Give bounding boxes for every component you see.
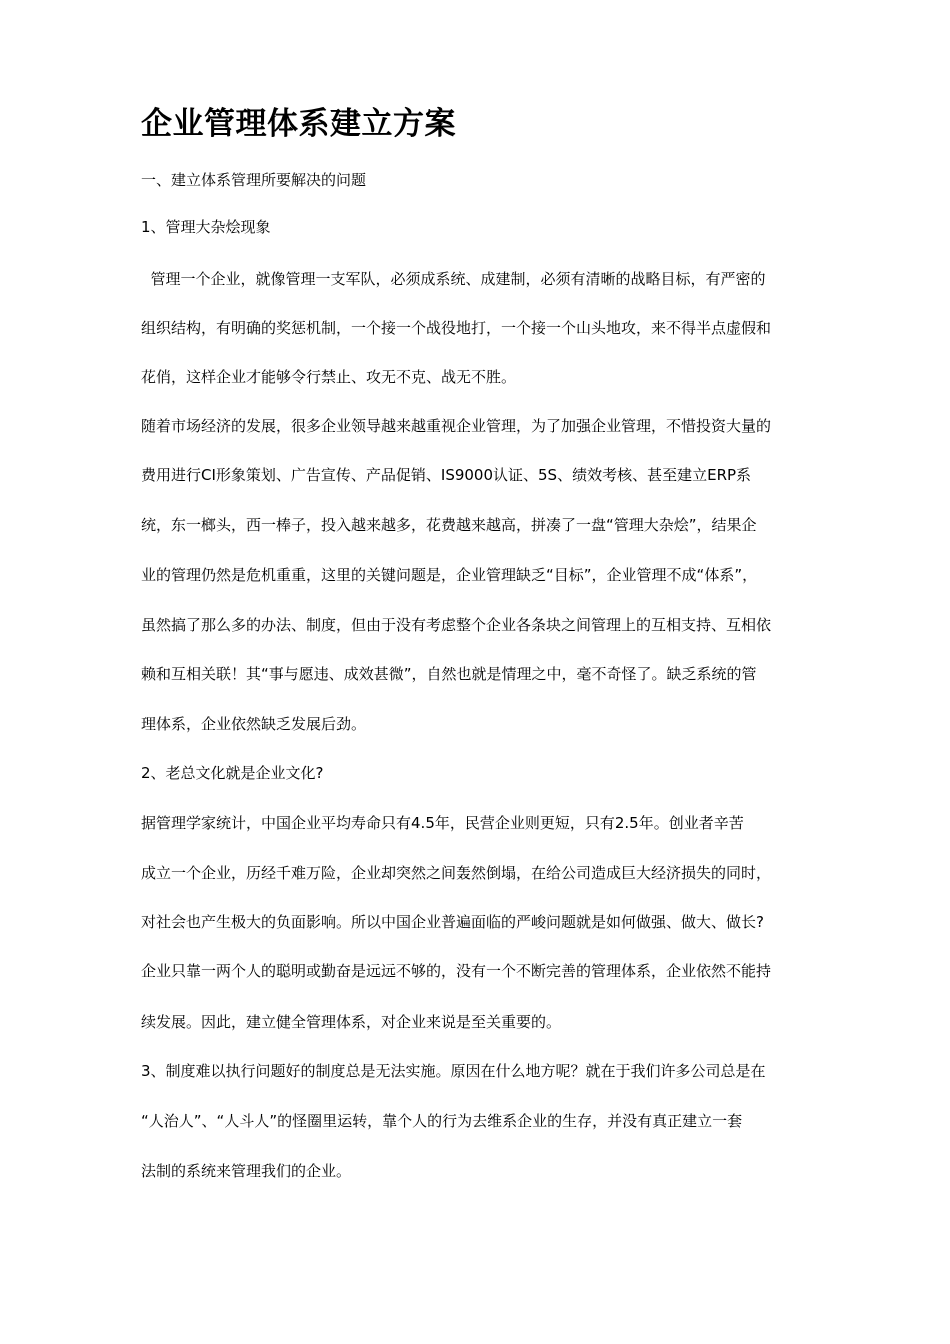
paragraph-line: 统，东一榔头，西一棒子，投入越来越多，花费越来越高，拼凑了一盘“管理大杂烩”，结果企 [141, 516, 757, 534]
paragraph-line: 业的管理仍然是危机重重，这里的关键问题是，企业管理缺乏“目标”，企业管理不成“体系”， [141, 566, 758, 584]
paragraph-line: 管理一个企业，就像管理一支军队，必须成系统、成建制，必须有清晰的战略目标，有严密的 [141, 270, 766, 288]
paragraph-line: 费用进行CI形象策划、广告宣传、产品促销、IS9000认证、5S、绩效考核、甚至建立ERP系 [141, 466, 752, 484]
paragraph-line: 随着市场经济的发展，很多企业领导越来越重视企业管理，为了加强企业管理，不惜投资大量的 [141, 417, 772, 435]
paragraph-line: 理体系，企业依然缺乏发展后劲。 [141, 715, 367, 733]
paragraph-line: 法制的系统来管理我们的企业。 [141, 1162, 352, 1180]
subheading-1: 1、管理大杂烩现象 [141, 218, 271, 236]
section-heading-1: 一、建立体系管理所要解决的问题 [141, 171, 367, 189]
paragraph-line: 成立一个企业，历经千难万险，企业却突然之间轰然倒塌，在给公司造成巨大经济损失的同时， [141, 864, 772, 882]
paragraph-line: 企业只靠一两个人的聪明或勤奋是远远不够的，没有一个不断完善的管理体系，企业依然不能持 [141, 962, 772, 980]
paragraph-line: 续发展。因此，建立健全管理体系，对企业来说是至关重要的。 [141, 1013, 562, 1031]
paragraph-line: 赖和互相关联！其“事与愿违、成效甚微”，自然也就是情理之中，毫不奇怪了。缺乏系统的管 [141, 665, 757, 683]
paragraph-line: 据管理学家统计，中国企业平均寿命只有4.5年，民营企业则更短，只有2.5年。创业者辛苦 [141, 814, 744, 832]
paragraph-line: “人治人”、“人斗人”的怪圈里运转，靠个人的行为去维系企业的生存，并没有真正建立一套 [141, 1112, 743, 1130]
subheading-2: 2、老总文化就是企业文化? [141, 764, 324, 782]
paragraph-line: 对社会也产生极大的负面影响。所以中国企业普遍面临的严峻问题就是如何做强、做大、做长? [141, 913, 764, 931]
paragraph-line: 花俏，这样企业才能够令行禁止、攻无不克、战无不胜。 [141, 368, 517, 386]
subheading-3: 3、制度难以执行问题好的制度总是无法实施。原因在什么地方呢？就在于我们许多公司总是在 [141, 1062, 766, 1080]
document-title: 企业管理体系建立方案 [141, 106, 456, 142]
paragraph-line: 组织结构，有明确的奖惩机制，一个接一个战役地打，一个接一个山头地攻，来不得半点虚假和 [141, 319, 772, 337]
paragraph-line: 虽然搞了那么多的办法、制度，但由于没有考虑整个企业各条块之间管理上的互相支持、互相依 [141, 616, 772, 634]
